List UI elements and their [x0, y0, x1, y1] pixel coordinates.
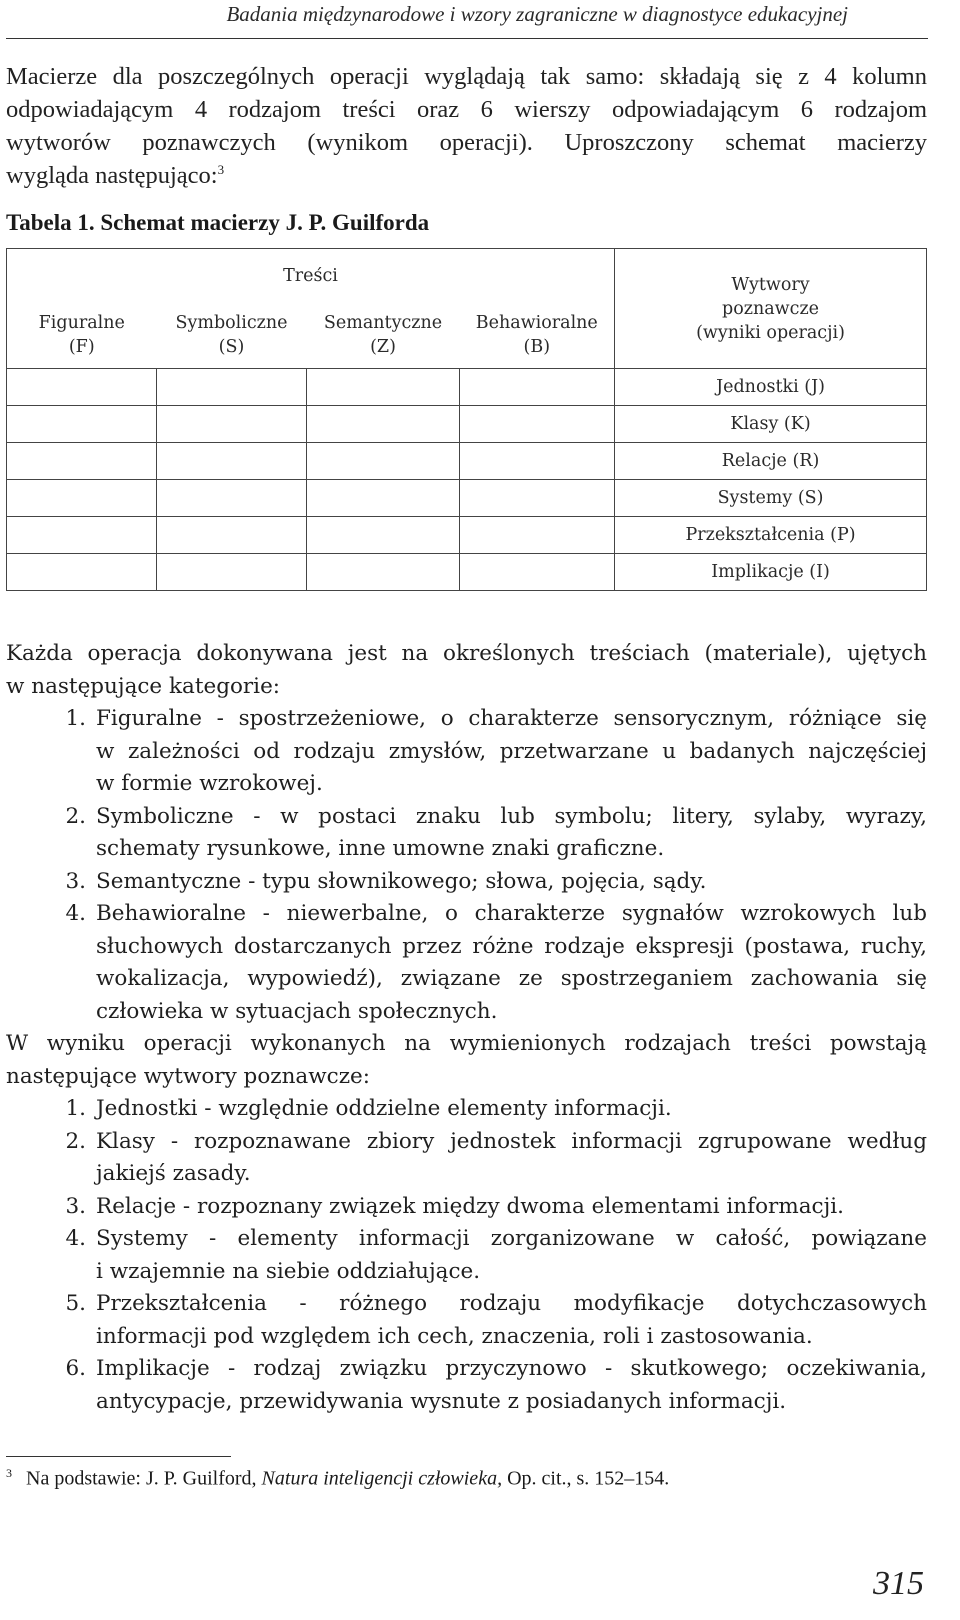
- intro-line: Macierze dla poszczególnych operacji wyglądają tak samo: składają się z 4 kolumn: [6, 63, 927, 90]
- row-label: Jednostki (J): [615, 369, 927, 406]
- table-row: [7, 406, 927, 443]
- running-head: Badania międzynarodowe i wzory zagraniczne w diagnostyce edukacyjnej: [226, 2, 848, 26]
- intro-line: wytworów poznawczych (wynikom operacji). Uproszczony schemat macierzy: [6, 129, 927, 156]
- cited-title: Natura inteligencji człowieka,: [261, 1467, 503, 1490]
- header-rule: [6, 38, 928, 39]
- guilford-matrix-table: [6, 248, 927, 591]
- footnote: $^3$ Na podstawie: J. P. Guilford, Natura inteligencji człowieka, Op. cit., s. 152–154.: [6, 1466, 670, 1490]
- row-label: Relacje (R): [615, 443, 927, 480]
- text-line: następujące wytwory poznawcze:: [6, 1063, 370, 1089]
- list-item: 2. Symboliczne - w postaci znaku lub symbolu; litery, sylaby, wyrazy, schematy rysunkowe, inne umowne znaki graficzne.: [65, 803, 927, 861]
- footnote-mark: 3: [6, 1466, 12, 1480]
- column-header-behavioral: Behawioralne (B): [460, 303, 615, 369]
- list-item: 2. Klasy - rozpoznawane zbiory jednostek informacji zgrupowane według jakiejś zasady.: [65, 1128, 927, 1186]
- contents-group-header: Treści: [7, 249, 615, 303]
- row-label: Implikacje (I): [615, 554, 927, 591]
- footnote-reference: 3: [217, 161, 225, 177]
- products-header: Wytwory poznawcze (wyniki operacji): [615, 249, 927, 369]
- row-label: Systemy (S): [615, 480, 927, 517]
- footnote-rule: [6, 1456, 231, 1457]
- row-label: Klasy (K): [615, 406, 927, 443]
- list-item: 1. Jednostki - względnie oddzielne elementy informacji.: [65, 1096, 672, 1121]
- list-item: 5. Przekształcenia - różnego rodzaju modyfikacje dotychczasowych informacji pod względem ich cech, znaczenia, roli i zastosowania.: [65, 1291, 927, 1349]
- intro-line: wygląda następująco:$^3$: [6, 161, 225, 189]
- row-label: Przekształcenia (P): [615, 517, 927, 554]
- intro-paragraph: [6, 60, 927, 192]
- table-row: [7, 517, 927, 554]
- page-number: 315: [873, 1565, 924, 1602]
- table-row: [7, 554, 927, 591]
- table-caption: Tabela 1. Schemat macierzy J. P. Guilforda: [6, 210, 430, 235]
- column-header-semantic: Semantyczne (Z): [307, 303, 460, 369]
- table-row: [7, 369, 927, 406]
- list-item: 3. Relacje - rozpoznany związek między dwoma elementami informacji.: [65, 1193, 844, 1219]
- list-item: 6. Implikacje - rodzaj związku przyczynowo - skutkowego; oczekiwania, antycypacje, przewidywania wysnute z posiadanych informacji.: [65, 1356, 927, 1414]
- list-item: 4. Behawioralne - niewerbalne, o charakterze sygnałów wzrokowych lub słuchowych dostarczanych przez różne rodzaje ekspresji (postawa, ruchy, wokalizacja, wypowiedź), związane ze spostrzeganiem zachowania się człowieka w sytuacjach społecznych.: [65, 901, 927, 1024]
- contents-section: [6, 638, 927, 1418]
- list-item: 4. Systemy - elementy informacji zorganizowane w całość, powiązane i wzajemnie na siebie oddziałujące.: [65, 1226, 927, 1284]
- text-line: W wyniku operacji wykonanych na wymienionych rodzajach treści powstają: [6, 1031, 927, 1056]
- table-row: [7, 443, 927, 480]
- text-line: w następujące kategorie:: [6, 673, 281, 699]
- contents-list: [6, 703, 927, 1028]
- intro-line: odpowiadającym 4 rodzajom treści oraz 6 wierszy odpowiadającym 6 rodzajom: [6, 96, 927, 123]
- list-item: 3. Semantyczne - typu słownikowego; słowa, pojęcia, sądy.: [65, 868, 707, 894]
- text-line: Każda operacja dokonywana jest na określonych treściach (materiale), ujętych: [6, 641, 927, 666]
- column-header-symbolic: Symboliczne (S): [157, 303, 307, 369]
- column-header-figural: Figuralne (F): [7, 303, 157, 369]
- table-row: [7, 480, 927, 517]
- list-item: 1. Figuralne - spostrzeżeniowe, o charakterze sensorycznym, różniące się w zależności od rodzaju zmysłów, przetwarzane u badanych najczęściej w formie wzrokowej.: [65, 706, 927, 796]
- products-list: [6, 1093, 927, 1418]
